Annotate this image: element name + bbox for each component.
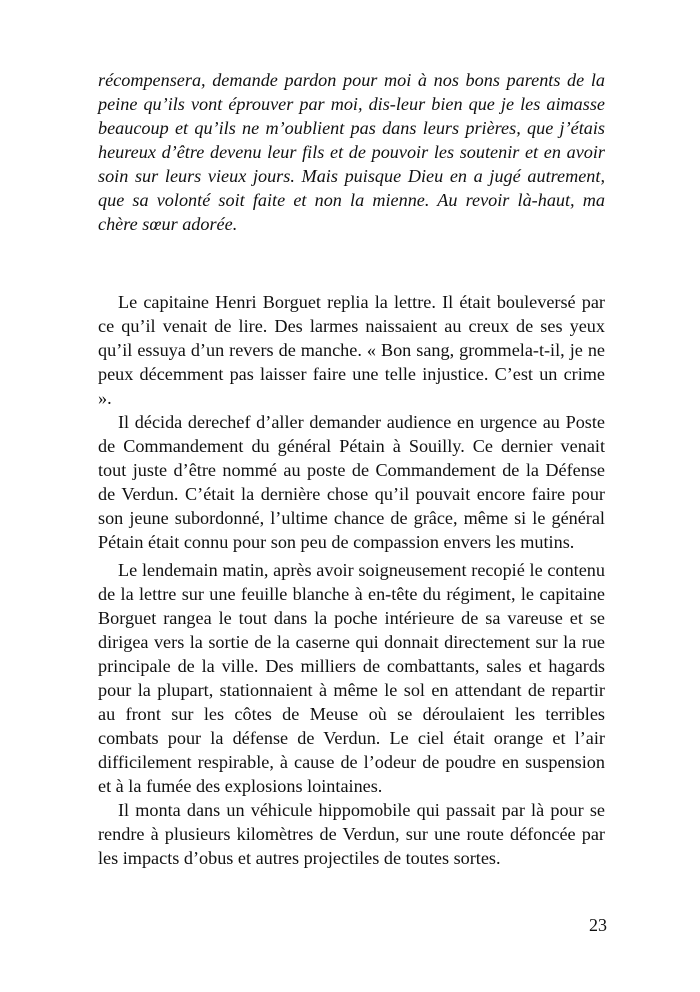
paragraph-departure: Il monta dans un véhicule hippomobile qui passait par là pour se rendre à plusieurs kilomètres de Verdun, sur une route défoncée par les impacts d’obus et autres projectiles de toutes sortes. <box>98 800 605 868</box>
page-number: 23 <box>589 915 607 935</box>
letter-excerpt <box>98 68 605 236</box>
narrative-section-1 <box>98 290 605 554</box>
paragraph-captain-decides: Il décida derechef d’aller demander audience en urgence au Poste de Commandement du général Pétain à Souilly. Ce dernier venait tout juste d’être nommé au poste de Commandement de la Défense de Verdun. C’était la dernière chose qu’il pouvait encore faire pour son jeune subordonné, l’ultime chance de grâce, même si le général Pétain était connu pour son peu de compassion envers les mutins. <box>98 412 605 552</box>
paragraph-captain-reads-letter: Le capitaine Henri Borguet replia la lettre. Il était bouleversé par ce qu’il venait de lire. Des larmes naissaient au creux de ses yeux qu’il essuya d’un revers de manche. « Bon sang, grommela-t-il, je ne peux décemment pas laisser faire une telle injustice. C’est un crime ». <box>98 292 605 408</box>
narrative-section-2 <box>98 558 605 870</box>
paragraph-next-morning: Le lendemain matin, après avoir soigneusement recopié le contenu de la lettre sur une feuille blanche à en-tête du régiment, le capitaine Borguet rangea le tout dans la poche intérieure de sa vareuse et se dirigea vers la sortie de la caserne qui donnait directement sur la rue principale de la ville. Des milliers de combattants, sales et hagards pour la plupart, stationnaient à même le sol en attendant de repartir au front sur les côtes de Meuse où se déroulaient les terribles combats pour la défense de Verdun. Le ciel était orange et l’air difficilement respirable, à cause de l’odeur de poudre en suspension et à la fumée des explosions lointaines. <box>98 560 605 796</box>
letter-paragraph: récompensera, demande pardon pour moi à nos bons parents de la peine qu’ils vont éprouver par moi, dis-leur bien que je les aimasse beaucoup et qu’ils ne m’oublient pas dans leurs prières, que j’étais heureux d’être devenu leur fils et de pouvoir les soutenir et en avoir soin sur leurs vieux jours. Mais puisque Dieu en a jugé autrement, que sa volonté soit faite et non la mienne. Au revoir là-haut, ma chère sœur adorée. <box>98 70 605 234</box>
